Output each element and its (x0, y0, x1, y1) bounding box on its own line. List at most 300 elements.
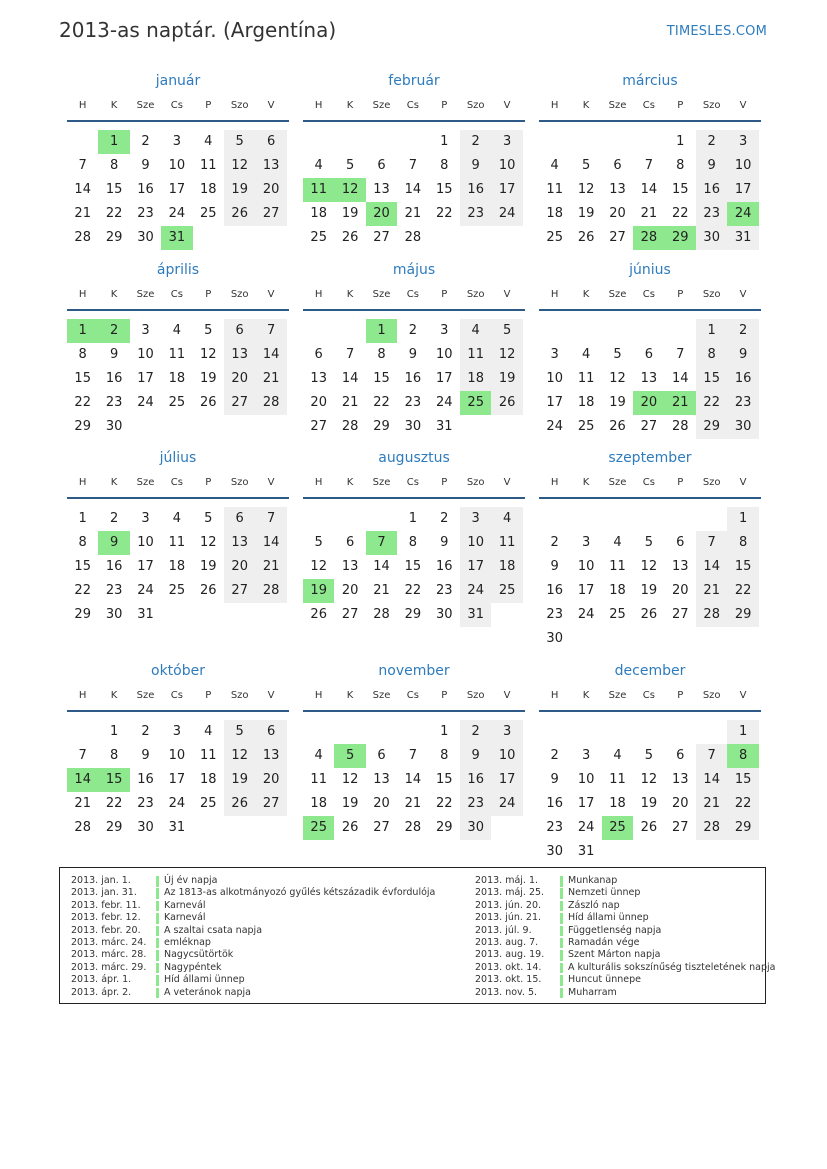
day-cell: 12 (310, 559, 327, 574)
day-cell: 30 (137, 820, 154, 835)
month-name: július (159, 450, 197, 466)
holiday-day-cell: 25 (303, 816, 334, 840)
day-cell: 3 (440, 323, 449, 338)
day-cell: 5 (204, 511, 213, 526)
holiday-marker-icon (560, 963, 563, 974)
day-cell: 21 (373, 583, 390, 598)
weekday-label: H (550, 477, 559, 488)
holiday-day-cell: 12 (334, 178, 365, 202)
day-cell: 29 (727, 603, 758, 627)
day-cell: 28 (255, 391, 286, 415)
holiday-marker-icon (156, 926, 159, 937)
weekday-label: Sze (372, 477, 391, 488)
weekday-label: H (78, 477, 87, 488)
day-cell: 10 (491, 154, 522, 178)
day-cell: 9 (141, 158, 150, 173)
day-cell: 5 (644, 535, 654, 550)
day-cell: 23 (546, 607, 563, 622)
day-cell: 17 (436, 371, 453, 386)
day-cell: 28 (696, 816, 727, 840)
weekday-header (539, 477, 761, 491)
day-cell: 3 (172, 134, 182, 149)
weekday-label: Sze (136, 100, 155, 111)
weekday-label: Sze (608, 100, 627, 111)
day-cell: 27 (255, 202, 286, 226)
day-cell: 27 (609, 230, 626, 245)
weekday-label: V (503, 477, 511, 488)
day-cell: 23 (460, 792, 491, 816)
weekday-label: Szo (466, 690, 485, 701)
legend-date: 2013. jan. 1. (71, 875, 131, 886)
day-cell: 7 (408, 748, 418, 763)
day-cell: 15 (74, 371, 91, 386)
day-cell: 11 (577, 371, 595, 386)
weekday-label: Cs (406, 477, 419, 488)
weekday-header (67, 100, 289, 114)
day-cell: 4 (172, 323, 182, 338)
day-cell: 21 (74, 796, 91, 811)
month-name: december (614, 663, 686, 679)
day-cell: 12 (200, 535, 217, 550)
day-cell: 23 (105, 583, 123, 598)
day-cell: 7 (78, 748, 87, 763)
day-cell: 12 (224, 154, 255, 178)
day-cell: 21 (74, 206, 91, 221)
weekday-label: Sze (136, 477, 155, 488)
legend-holiday-name: Az 1813-as alkotmányozó gyűlés kétszázadik évfordulója (164, 887, 436, 899)
day-cell: 1 (408, 511, 418, 526)
day-cell: 13 (310, 371, 327, 386)
day-cell: 24 (168, 206, 186, 221)
day-cell: 5 (224, 720, 255, 744)
day-cell: 25 (168, 583, 186, 598)
day-cell: 18 (609, 796, 626, 811)
day-cell: 13 (609, 182, 626, 197)
day-cell: 21 (255, 555, 286, 579)
day-cell: 10 (491, 744, 522, 768)
day-cell: 16 (460, 768, 491, 792)
legend-date: 2013. jún. 20. (475, 899, 542, 911)
day-cell: 18 (609, 583, 626, 598)
day-cell: 24 (168, 796, 186, 811)
legend-holiday-name: Híd állami ünnep (568, 912, 649, 924)
holiday-marker-icon (560, 876, 563, 887)
brand-link[interactable]: TIMESLES.COM (666, 24, 767, 39)
day-cell: 25 (491, 579, 522, 603)
day-cell: 22 (373, 395, 390, 410)
legend-holiday-name: emléknap (164, 936, 211, 948)
day-cell: 6 (613, 158, 622, 173)
weekday-label: Sze (136, 289, 155, 300)
day-cell: 17 (546, 395, 563, 410)
day-cell: 5 (224, 130, 255, 154)
month-name: október (151, 663, 205, 679)
weekday-header (539, 289, 761, 303)
month-divider (303, 309, 525, 311)
legend-date: 2013. aug. 7. (475, 936, 539, 948)
weekday-label: K (110, 289, 118, 300)
day-cell: 16 (727, 367, 758, 391)
day-cell: 21 (696, 579, 727, 603)
day-cell: 26 (640, 820, 658, 835)
day-cell: 12 (609, 371, 626, 386)
day-cell: 19 (200, 371, 217, 386)
day-cell: 22 (74, 395, 91, 410)
day-cell: 3 (460, 507, 491, 531)
weekday-header (303, 690, 525, 704)
day-cell: 3 (172, 724, 182, 739)
day-cell: 4 (550, 158, 559, 173)
weekday-label: H (78, 289, 87, 300)
weekday-label: V (267, 477, 275, 488)
day-cell: 29 (404, 607, 422, 622)
day-cell: 26 (640, 607, 658, 622)
month-divider (303, 710, 525, 712)
weekday-label: P (441, 289, 448, 300)
day-cell: 15 (436, 182, 453, 197)
day-cell: 5 (491, 319, 522, 343)
day-cell: 15 (696, 367, 727, 391)
month-name: november (378, 663, 450, 679)
legend-date: 2013. ápr. 1. (71, 974, 132, 986)
weekday-label: V (739, 477, 747, 488)
day-cell: 5 (345, 158, 355, 173)
day-cell: 7 (696, 531, 727, 555)
weekday-header (67, 690, 289, 704)
day-cell: 19 (341, 206, 359, 221)
day-cell: 9 (727, 343, 758, 367)
day-cell: 6 (644, 347, 654, 362)
weekday-label: V (503, 289, 511, 300)
month-name: április (156, 262, 200, 278)
day-cell: 6 (345, 535, 355, 550)
day-cell: 29 (105, 230, 123, 245)
day-cell: 6 (255, 720, 286, 744)
legend-holiday-name: A kulturális sokszínűség tiszteletének napja (568, 961, 776, 973)
day-cell: 9 (408, 347, 418, 362)
day-cell: 8 (109, 158, 119, 173)
day-cell: 18 (310, 206, 327, 221)
day-cell: 19 (491, 367, 522, 391)
day-cell: 26 (224, 202, 255, 226)
day-cell: 8 (727, 531, 758, 555)
day-cell: 20 (341, 583, 359, 598)
day-cell: 5 (613, 347, 622, 362)
day-cell: 16 (546, 796, 563, 811)
day-cell: 14 (404, 182, 422, 197)
holiday-day-cell: 29 (665, 226, 696, 250)
day-cell: 29 (436, 820, 453, 835)
weekday-label: H (314, 690, 323, 701)
holiday-legend (59, 867, 776, 1004)
weekday-label: V (739, 289, 747, 300)
day-cell: 17 (137, 371, 154, 386)
weekday-label: H (314, 100, 323, 111)
day-cell: 7 (676, 347, 685, 362)
month-name: június (629, 262, 671, 278)
day-cell: 21 (696, 792, 727, 816)
day-cell: 7 (255, 507, 286, 531)
weekday-label: K (346, 690, 354, 701)
legend-holiday-name: Nemzeti ünnep (568, 887, 641, 899)
day-cell: 2 (460, 130, 491, 154)
day-cell: 20 (255, 768, 286, 792)
weekday-label: V (267, 289, 275, 300)
day-cell: 14 (404, 772, 422, 787)
day-cell: 17 (168, 772, 186, 787)
day-cell: 2 (550, 535, 559, 550)
day-cell: 14 (255, 531, 286, 555)
legend-date: 2013. okt. 15. (475, 974, 542, 986)
weekday-label: P (677, 690, 684, 701)
day-cell: 22 (696, 391, 727, 415)
day-cell: 26 (200, 583, 217, 598)
day-cell: 2 (727, 319, 758, 343)
day-cell: 10 (577, 559, 595, 574)
weekday-label: Szo (702, 690, 721, 701)
day-cell: 16 (546, 583, 563, 598)
day-cell: 20 (609, 206, 626, 221)
weekday-label: P (441, 477, 448, 488)
day-cell: 26 (341, 230, 359, 245)
weekday-label: K (582, 100, 590, 111)
day-cell: 11 (609, 772, 626, 787)
day-cell: 10 (727, 154, 758, 178)
weekday-label: H (78, 690, 87, 701)
day-cell: 18 (546, 206, 563, 221)
day-cell: 7 (696, 744, 727, 768)
day-cell: 10 (577, 772, 595, 787)
holiday-marker-icon (560, 975, 563, 986)
day-cell: 15 (727, 555, 758, 579)
day-cell: 29 (74, 607, 91, 622)
day-cell: 4 (172, 511, 182, 526)
day-cell: 30 (404, 419, 422, 434)
weekday-label: Sze (136, 690, 155, 701)
day-cell: 18 (200, 772, 217, 787)
day-cell: 21 (404, 206, 422, 221)
day-cell: 24 (491, 202, 522, 226)
day-cell: 15 (105, 182, 123, 197)
page-title: 2013-as naptár. (Argentína) (59, 18, 337, 42)
day-cell: 2 (408, 323, 418, 338)
day-cell: 2 (109, 511, 119, 526)
weekday-label: Szo (702, 100, 721, 111)
weekday-label: V (739, 690, 747, 701)
weekday-label: Sze (372, 690, 391, 701)
day-cell: 9 (440, 535, 449, 550)
day-cell: 13 (341, 559, 359, 574)
day-cell: 18 (491, 555, 522, 579)
weekday-label: Cs (642, 100, 655, 111)
day-cell: 17 (137, 559, 154, 574)
weekday-label: Szo (230, 477, 249, 488)
month-divider (67, 497, 289, 499)
day-cell: 13 (672, 559, 689, 574)
weekday-label: K (582, 477, 590, 488)
day-cell: 30 (460, 816, 491, 840)
day-cell: 24 (577, 820, 595, 835)
weekday-label: V (267, 100, 275, 111)
day-cell: 1 (78, 511, 87, 526)
day-cell: 22 (74, 583, 91, 598)
weekday-label: K (110, 690, 118, 701)
day-cell: 27 (672, 607, 689, 622)
day-cell: 18 (168, 559, 186, 574)
legend-date: 2013. márc. 29. (71, 961, 147, 973)
day-cell: 28 (373, 607, 390, 622)
day-cell: 29 (373, 419, 390, 434)
day-cell: 16 (105, 371, 123, 386)
day-cell: 24 (137, 583, 154, 598)
holiday-day-cell: 21 (665, 391, 696, 415)
day-cell: 20 (373, 796, 390, 811)
month-divider (67, 120, 289, 122)
day-cell: 17 (168, 182, 186, 197)
day-cell: 6 (377, 158, 386, 173)
legend-holiday-name: Ramadán vége (568, 936, 640, 948)
legend-date: 2013. márc. 28. (71, 949, 147, 961)
day-cell: 28 (255, 579, 286, 603)
day-cell: 8 (78, 347, 87, 362)
legend-date: 2013. nov. 5. (475, 986, 538, 998)
holiday-day-cell: 19 (303, 579, 334, 603)
day-cell: 1 (727, 720, 758, 744)
day-cell: 17 (460, 555, 491, 579)
legend-date: 2013. máj. 25. (475, 887, 545, 899)
day-cell: 11 (168, 535, 186, 550)
day-cell: 4 (314, 158, 323, 173)
legend-date: 2013. febr. 20. (71, 924, 141, 936)
day-cell: 9 (550, 559, 559, 574)
weekday-label: K (346, 289, 354, 300)
day-cell: 6 (314, 347, 323, 362)
month-name: február (388, 73, 440, 89)
holiday-day-cell: 20 (366, 202, 397, 226)
day-cell: 4 (204, 134, 213, 149)
weekday-label: V (739, 100, 747, 111)
holiday-marker-icon (156, 876, 159, 887)
day-cell: 18 (168, 371, 186, 386)
day-cell: 4 (613, 748, 622, 763)
weekday-label: Sze (608, 690, 627, 701)
weekday-header (539, 690, 761, 704)
weekday-label: P (677, 477, 684, 488)
weekday-label: Cs (406, 289, 419, 300)
month-divider (303, 120, 525, 122)
day-cell: 27 (672, 820, 689, 835)
day-cell: 23 (137, 796, 154, 811)
legend-date: 2013. aug. 19. (475, 949, 545, 961)
day-cell: 7 (255, 319, 286, 343)
day-cell: 2 (141, 134, 150, 149)
legend-holiday-name: Nagypéntek (164, 961, 222, 973)
day-cell: 21 (404, 796, 422, 811)
day-cell: 2 (440, 511, 449, 526)
holiday-marker-icon (156, 950, 159, 961)
day-cell: 1 (696, 319, 727, 343)
day-cell: 13 (224, 343, 255, 367)
day-cell: 27 (224, 579, 255, 603)
weekday-label: Szo (466, 289, 485, 300)
holiday-marker-icon (560, 913, 563, 924)
month-name: szeptember (608, 450, 692, 466)
day-cell: 23 (137, 206, 154, 221)
day-cell: 28 (74, 820, 91, 835)
day-cell: 12 (640, 772, 658, 787)
weekday-label: P (205, 477, 212, 488)
holiday-day-cell: 24 (727, 202, 758, 226)
day-cell: 3 (141, 323, 150, 338)
day-cell: 16 (105, 559, 123, 574)
day-cell: 22 (436, 796, 453, 811)
day-cell: 18 (460, 367, 491, 391)
day-cell: 11 (310, 772, 327, 787)
day-cell: 17 (491, 178, 522, 202)
day-cell: 9 (141, 748, 150, 763)
weekday-label: Cs (170, 289, 183, 300)
holiday-marker-icon (560, 926, 563, 937)
day-cell: 7 (345, 347, 355, 362)
weekday-label: K (110, 477, 118, 488)
day-cell: 19 (224, 768, 255, 792)
day-cell: 29 (105, 820, 123, 835)
day-cell: 11 (168, 347, 186, 362)
day-cell: 23 (460, 202, 491, 226)
holiday-day-cell: 1 (98, 130, 129, 154)
weekday-label: Cs (406, 100, 419, 111)
weekday-label: Sze (608, 289, 627, 300)
legend-holiday-name: Karnevál (164, 899, 206, 911)
day-cell: 23 (436, 583, 453, 598)
holiday-marker-icon (156, 988, 159, 999)
weekday-label: V (503, 690, 511, 701)
day-cell: 30 (436, 607, 453, 622)
day-cell: 31 (727, 226, 758, 250)
month-divider (539, 497, 761, 499)
day-cell: 20 (672, 796, 689, 811)
day-cell: 12 (341, 772, 359, 787)
day-cell: 11 (546, 182, 563, 197)
day-cell: 3 (581, 535, 591, 550)
day-cell: 8 (377, 347, 386, 362)
day-cell: 26 (609, 419, 626, 434)
day-cell: 24 (546, 419, 563, 434)
holiday-marker-icon (560, 901, 563, 912)
day-cell: 31 (436, 419, 453, 434)
day-cell: 23 (546, 820, 563, 835)
holiday-marker-icon (156, 938, 159, 949)
day-cell: 5 (314, 535, 323, 550)
day-cell: 18 (200, 182, 217, 197)
day-cell: 17 (577, 583, 595, 598)
day-cell: 19 (640, 796, 658, 811)
day-cell: 23 (105, 395, 123, 410)
holiday-day-cell: 28 (633, 226, 664, 250)
day-cell: 21 (640, 206, 658, 221)
weekday-label: K (110, 100, 118, 111)
weekday-label: Cs (170, 100, 183, 111)
day-cell: 6 (255, 130, 286, 154)
day-cell: 10 (436, 347, 453, 362)
day-cell: 19 (577, 206, 595, 221)
holiday-day-cell: 14 (67, 768, 98, 792)
day-cell: 29 (696, 415, 727, 439)
weekday-label: H (550, 289, 559, 300)
holiday-marker-icon (156, 963, 159, 974)
day-cell: 13 (672, 772, 689, 787)
weekday-label: Cs (170, 477, 183, 488)
